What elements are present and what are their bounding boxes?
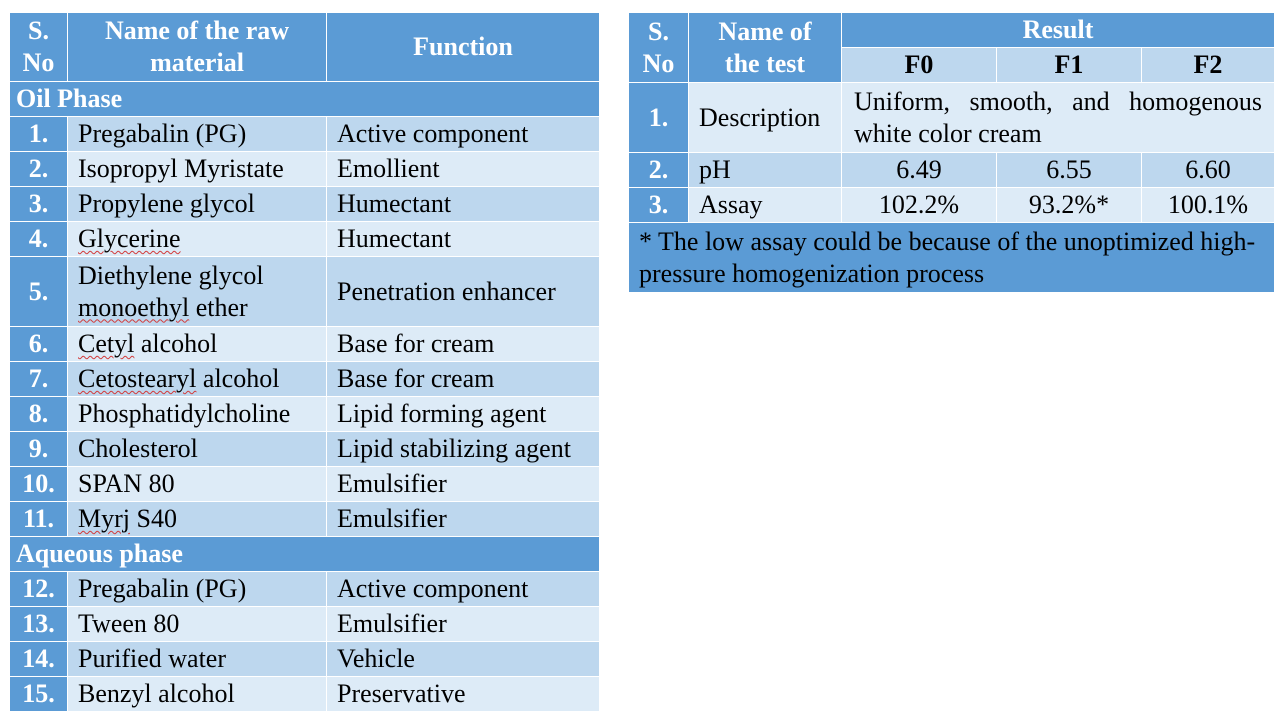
row-number: 15.: [10, 677, 68, 712]
raw-material-name: Purified water: [68, 642, 327, 677]
table-row: [10, 467, 600, 502]
header-row: [10, 13, 600, 82]
row-number: 2.: [629, 153, 689, 188]
raw-material-function: Vehicle: [327, 642, 600, 677]
raw-material-function: Emulsifier: [327, 607, 600, 642]
header-sno: S. No: [10, 13, 68, 82]
header-sno: S. No: [629, 13, 689, 83]
value-f2: 100.1%: [1142, 188, 1275, 223]
raw-material-name: [68, 222, 327, 257]
table-row: [10, 607, 600, 642]
table-row: [10, 222, 600, 257]
header-function: Function: [327, 13, 600, 82]
spellcheck-word: Myrj: [78, 504, 130, 534]
table-row: [10, 152, 600, 187]
spellcheck-word: Cetostearyl: [78, 364, 197, 394]
table-row: [10, 327, 600, 362]
row-number: 12.: [10, 572, 68, 607]
raw-material-name: Phosphatidylcholine: [68, 397, 327, 432]
header-row-1: [629, 13, 1275, 48]
raw-material-name: Isopropyl Myristate: [68, 152, 327, 187]
raw-material-name: Pregabalin (PG): [68, 572, 327, 607]
row-number: 6.: [10, 327, 68, 362]
table-row: [10, 397, 600, 432]
table-row: [10, 642, 600, 677]
row-number: 10.: [10, 467, 68, 502]
table-row: [10, 257, 600, 327]
row-number: 14.: [10, 642, 68, 677]
table-row: [629, 153, 1275, 188]
raw-material-function: Emulsifier: [327, 467, 600, 502]
result-table: [628, 12, 1275, 293]
row-number: 8.: [10, 397, 68, 432]
row-number: 3.: [629, 188, 689, 223]
raw-material-function: Penetration enhancer: [327, 257, 600, 327]
test-name: Description: [689, 83, 842, 153]
row-number: 2.: [10, 152, 68, 187]
header-f0: F0: [842, 48, 997, 83]
table-row: [10, 362, 600, 397]
row-number: 3.: [10, 187, 68, 222]
raw-material-name: Cetostearyl alcohol: [68, 362, 327, 397]
section-row-aqueous-phase: [10, 537, 600, 572]
table-row: [629, 188, 1275, 223]
table-row: [10, 187, 600, 222]
value-f0: 102.2%: [842, 188, 997, 223]
raw-material-name: Tween 80: [68, 607, 327, 642]
raw-material-function: Base for cream: [327, 362, 600, 397]
section-title-aqueous-phase: Aqueous phase: [10, 537, 600, 572]
raw-material-function: Lipid forming agent: [327, 397, 600, 432]
footnote: * The low assay could be because of the unoptimized high-pressure homogenization process: [629, 223, 1275, 293]
raw-material-function: Lipid stabilizing agent: [327, 432, 600, 467]
raw-material-function: Humectant: [327, 222, 600, 257]
header-f1: F1: [997, 48, 1142, 83]
table-row: [10, 432, 600, 467]
raw-material-function: Preservative: [327, 677, 600, 712]
raw-material-name: [68, 257, 327, 327]
header-result: Result: [842, 13, 1275, 48]
raw-material-name: Cholesterol: [68, 432, 327, 467]
raw-material-name: Pregabalin (PG): [68, 117, 327, 152]
description-value: Uniform, smooth, and homogenous white color cream: [842, 83, 1275, 153]
raw-material-name: Propylene glycol: [68, 187, 327, 222]
value-f1: 93.2%*: [997, 188, 1142, 223]
test-name: Assay: [689, 188, 842, 223]
row-number: 7.: [10, 362, 68, 397]
row-number: 11.: [10, 502, 68, 537]
header-test-name: Name of the test: [689, 13, 842, 83]
value-f0: 6.49: [842, 153, 997, 188]
row-number: 1.: [629, 83, 689, 153]
header-f2: F2: [1142, 48, 1275, 83]
table-row: [10, 572, 600, 607]
footnote-row: [629, 223, 1275, 293]
section-title-oil-phase: Oil Phase: [10, 82, 600, 117]
raw-material-function: Base for cream: [327, 327, 600, 362]
table-row: [10, 117, 600, 152]
section-row-oil-phase: [10, 82, 600, 117]
value-f2: 6.60: [1142, 153, 1275, 188]
raw-material-name-line2: monoethyl ether: [78, 292, 248, 322]
table-row: [629, 83, 1275, 153]
spellcheck-word: Glycerine: [78, 224, 181, 254]
raw-material-function: Emollient: [327, 152, 600, 187]
raw-material-name-line1: Diethylene glycol: [78, 260, 264, 290]
table-row: [10, 677, 600, 712]
raw-material-name: Myrj S40: [68, 502, 327, 537]
row-number: 9.: [10, 432, 68, 467]
raw-material-name: SPAN 80: [68, 467, 327, 502]
raw-material-function: Emulsifier: [327, 502, 600, 537]
raw-material-function: Humectant: [327, 187, 600, 222]
spellcheck-word: monoethyl: [78, 292, 190, 322]
row-number: 5.: [10, 257, 68, 327]
value-f1: 6.55: [997, 153, 1142, 188]
raw-material-function: Active component: [327, 572, 600, 607]
row-number: 1.: [10, 117, 68, 152]
spellcheck-word: Cetyl: [78, 329, 135, 359]
raw-material-function: Active component: [327, 117, 600, 152]
table-row: [10, 502, 600, 537]
row-number: 13.: [10, 607, 68, 642]
row-number: 4.: [10, 222, 68, 257]
raw-material-name: Benzyl alcohol: [68, 677, 327, 712]
raw-material-name: Cetyl alcohol: [68, 327, 327, 362]
header-raw-material: Name of the raw material: [68, 13, 327, 82]
raw-material-table: [9, 12, 600, 712]
test-name: pH: [689, 153, 842, 188]
